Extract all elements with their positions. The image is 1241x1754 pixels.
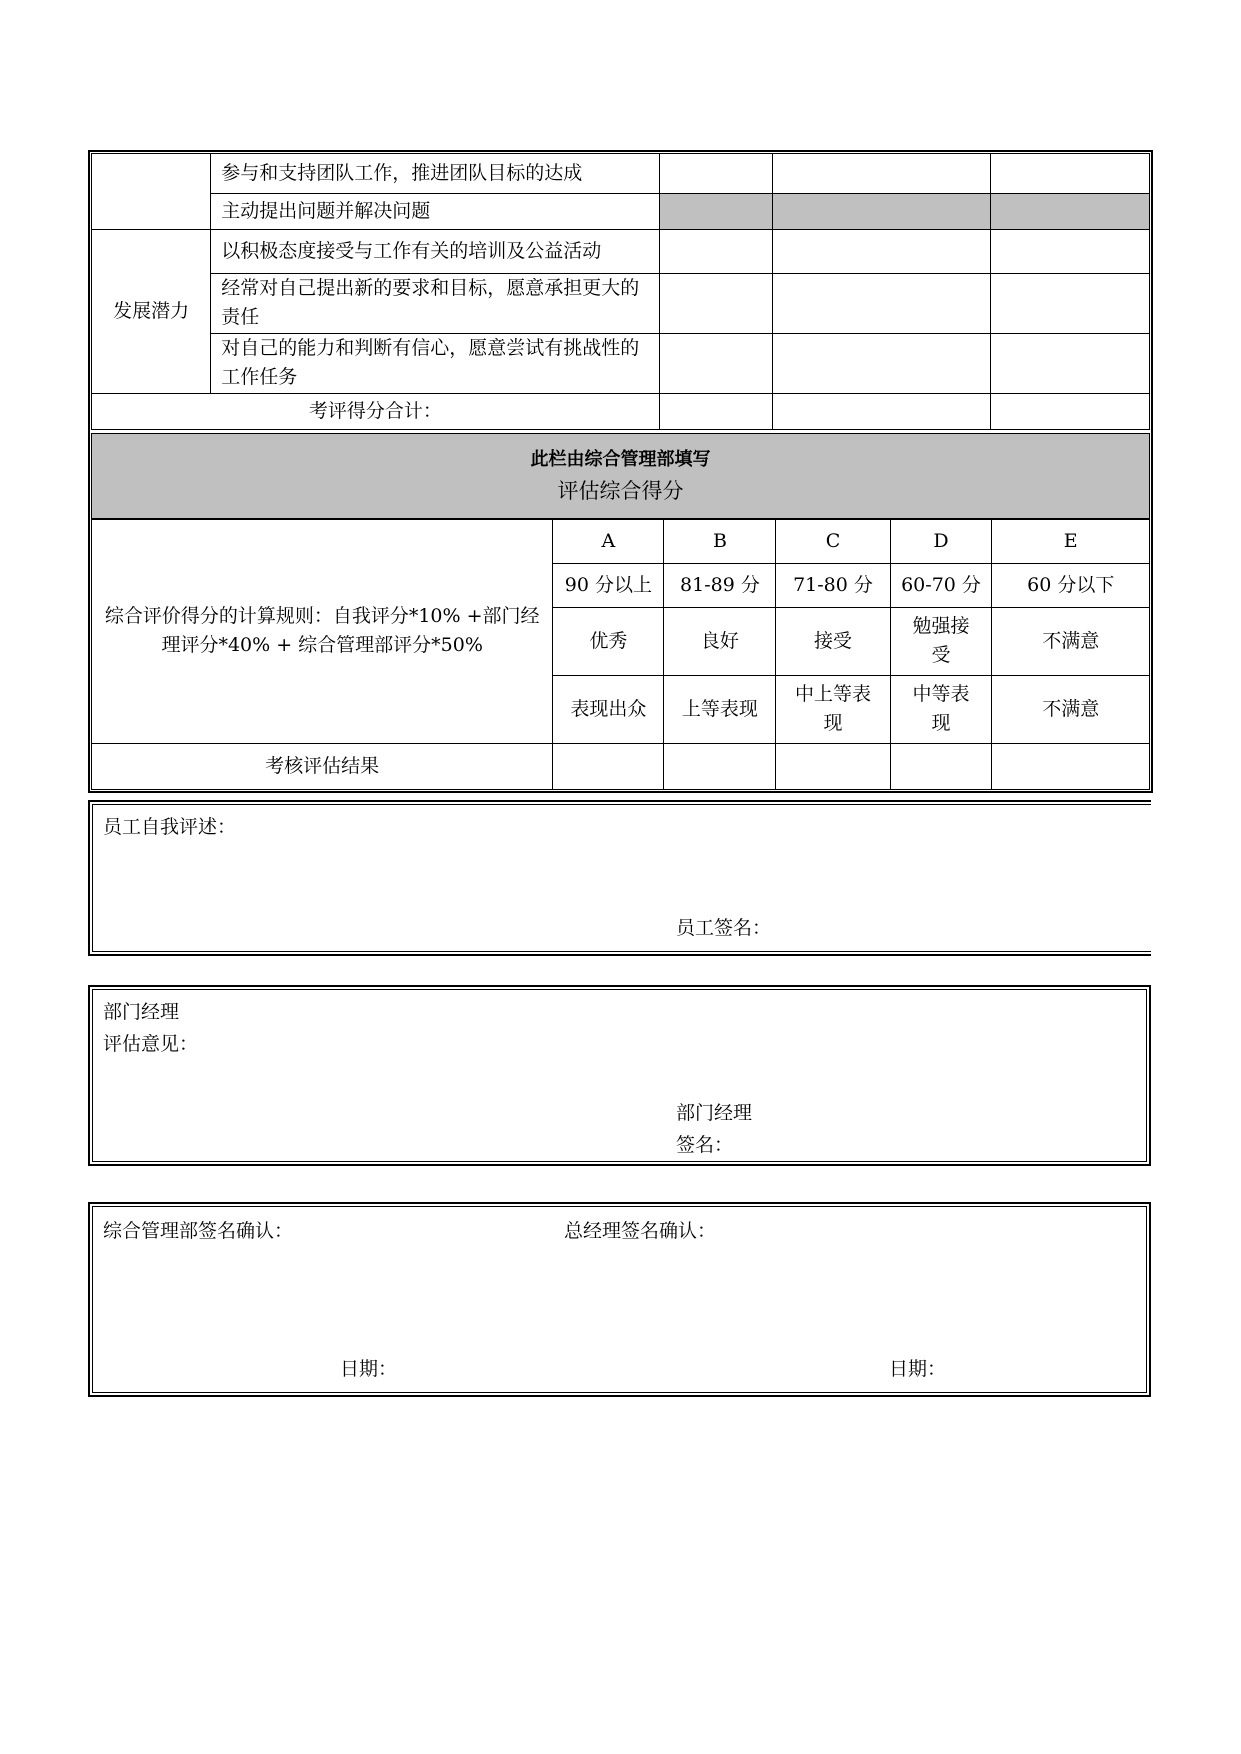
grade-letter: C <box>776 519 890 563</box>
banner-subtitle: 评估综合得分 <box>557 478 684 503</box>
grade-description: 不满意 <box>992 675 1150 743</box>
manager-review-label: 评估意见： <box>103 1033 199 1055</box>
score-cell[interactable] <box>990 274 1149 334</box>
table-row <box>92 274 1150 334</box>
result-label: 考核评估结果 <box>92 743 553 789</box>
grade-letter: B <box>664 519 776 563</box>
score-cell-shaded <box>659 194 772 230</box>
result-row <box>92 743 1150 789</box>
score-cell[interactable] <box>990 333 1149 393</box>
grade-rating: 不满意 <box>992 607 1150 675</box>
gm-signature-label: 总经理签名确认： <box>564 1220 717 1242</box>
score-cell[interactable] <box>772 274 990 334</box>
grade-table <box>91 519 1150 790</box>
table-row <box>92 333 1150 393</box>
grade-description: 上等表现 <box>664 675 776 743</box>
table-row <box>92 154 1150 194</box>
grade-letter: E <box>992 519 1150 563</box>
score-cell[interactable] <box>772 333 990 393</box>
criterion-label: 经常对自己提出新的要求和目标，愿意承担更大的责任 <box>211 274 659 334</box>
grade-letter: D <box>890 519 992 563</box>
self-review-box[interactable] <box>88 800 1151 956</box>
admin-banner <box>91 433 1150 519</box>
admin-signature-label: 综合管理部签名确认： <box>103 1220 294 1242</box>
table-row <box>92 230 1150 274</box>
employee-signature-label: 员工签名： <box>676 917 772 939</box>
grade-letter-row <box>92 519 1150 563</box>
criterion-label: 对自己的能力和判断有信心，愿意尝试有挑战性的工作任务 <box>211 333 659 393</box>
score-cell[interactable] <box>659 154 772 194</box>
score-cell-shaded <box>990 194 1149 230</box>
grade-description: 表现出众 <box>553 675 664 743</box>
manager-signature-label: 部门经理 <box>676 1102 753 1124</box>
score-cell[interactable] <box>990 230 1149 274</box>
total-label: 考评得分合计： <box>92 393 660 429</box>
banner-title: 此栏由综合管理部填写 <box>530 448 711 470</box>
grade-rating: 良好 <box>664 607 776 675</box>
evaluation-table <box>88 150 1153 793</box>
score-cell[interactable] <box>659 333 772 393</box>
category-cell-continued <box>92 154 211 230</box>
result-cell[interactable] <box>553 743 664 789</box>
category-label: 发展潜力 <box>92 230 211 394</box>
grade-letter: A <box>553 519 664 563</box>
grade-rating: 接受 <box>776 607 890 675</box>
grade-rating: 优秀 <box>553 607 664 675</box>
score-cell[interactable] <box>659 274 772 334</box>
total-row <box>92 393 1150 429</box>
admin-date-label: 日期： <box>340 1358 398 1380</box>
self-review-label: 员工自我评述： <box>103 816 237 838</box>
result-cell[interactable] <box>776 743 890 789</box>
total-score-cell[interactable] <box>659 393 772 429</box>
grade-description: 中上等表现 <box>776 675 890 743</box>
grade-range: 81-89 分 <box>664 563 776 607</box>
score-table <box>91 153 1150 430</box>
grade-description: 中等表现 <box>890 675 992 743</box>
confirmation-box[interactable] <box>88 1202 1151 1397</box>
gm-date-label: 日期： <box>889 1358 947 1380</box>
score-cell[interactable] <box>990 154 1149 194</box>
manager-signature-label: 签名： <box>676 1134 734 1156</box>
score-cell-shaded <box>772 194 990 230</box>
result-cell[interactable] <box>992 743 1150 789</box>
total-score-cell[interactable] <box>990 393 1149 429</box>
grade-range: 90 分以上 <box>553 563 664 607</box>
manager-review-box[interactable] <box>88 985 1151 1166</box>
result-cell[interactable] <box>664 743 776 789</box>
criterion-label: 参与和支持团队工作，推进团队目标的达成 <box>211 154 659 194</box>
grade-range: 60-70 分 <box>890 563 992 607</box>
calc-rule: 综合评价得分的计算规则：自我评分*10% +部门经理评分*40% + 综合管理部评分*50% <box>92 519 553 743</box>
score-cell[interactable] <box>659 230 772 274</box>
criterion-label: 主动提出问题并解决问题 <box>211 194 659 230</box>
total-score-cell[interactable] <box>772 393 990 429</box>
score-cell[interactable] <box>772 154 990 194</box>
grade-range: 60 分以下 <box>992 563 1150 607</box>
result-cell[interactable] <box>890 743 992 789</box>
grade-range: 71-80 分 <box>776 563 890 607</box>
table-row <box>92 194 1150 230</box>
manager-review-label: 部门经理 <box>103 1001 180 1023</box>
criterion-label: 以积极态度接受与工作有关的培训及公益活动 <box>211 230 659 274</box>
score-cell[interactable] <box>772 230 990 274</box>
grade-rating: 勉强接受 <box>890 607 992 675</box>
